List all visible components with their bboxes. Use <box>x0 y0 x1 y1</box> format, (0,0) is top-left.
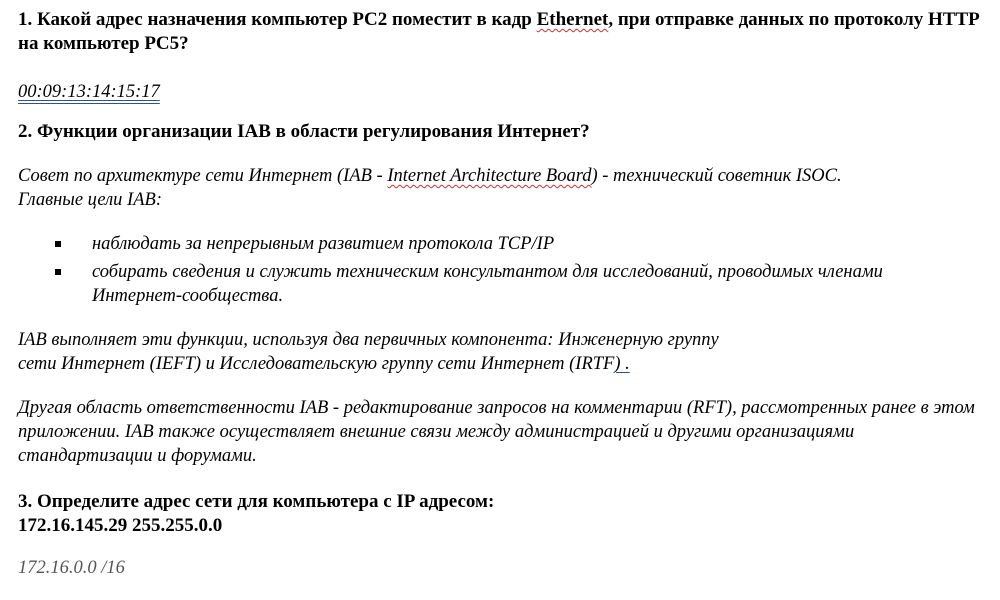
question-1-text-end: , при отправке данных по протоколу HTTP на компьютер PC5? <box>18 9 979 54</box>
list-item <box>55 232 955 256</box>
answer-2-line-2: Главные цели IAB: <box>18 190 162 210</box>
paragraph-iab-line-2: сети Интернет (IEFT) и Исследовательскую группу сети Интернет (IRTF <box>18 354 615 374</box>
goals-list <box>55 232 955 312</box>
paragraph-iab-responsibility: Другая область ответственности IAB - редактирование запросов на комментарии (RFT), рассмотренных ранее в этом приложении. IAB также осуществляет внешние связи между администрацией и другими организациями стандартизации и форумами. <box>18 398 975 466</box>
list-item-text: собирать сведения и служить техническим консультантом для исследований, проводимых членами Интернет-сообщества. <box>92 262 883 306</box>
question-1-text-start: 1. Какой адрес назначения компьютер PC2 поместит в кадр <box>18 9 537 30</box>
list-item <box>55 260 955 308</box>
answer-2-board-name: Internet Architecture Board <box>387 166 592 186</box>
answer-2-text-end: ) - технический советник ISOC. <box>591 166 842 186</box>
list-item-text: наблюдать за непрерывным развитием протокола TCP/IP <box>92 234 555 254</box>
answer-1-mac-address: 00:09:13:14:15:17 <box>18 82 160 102</box>
answer-3: 172.16.0.0 /16 <box>18 558 125 578</box>
answer-2-text-start: Совет по архитектуре сети Интернет (IAB - <box>18 166 388 186</box>
question-2: 2. Функции организации IAB в области регулирования Интернет? <box>18 121 590 142</box>
question-3-line-1: 3. Определите адрес сети для компьютера с IP адресом: <box>18 491 495 512</box>
paragraph-iab-functions <box>18 328 988 376</box>
question-3-ip-address: 172.16.145.29 255.255.0.0 <box>18 515 223 536</box>
question-1 <box>18 8 988 56</box>
square-bullet-icon <box>55 269 61 275</box>
answer-2-intro <box>18 164 988 212</box>
question-3 <box>18 490 988 538</box>
paragraph-iab-link-fragment[interactable]: ) . <box>614 354 630 374</box>
square-bullet-icon <box>55 241 61 247</box>
question-1-ethernet-word: Ethernet <box>536 9 609 30</box>
paragraph-iab-line-1: IAB выполняет эти функции, используя два первичных компонента: Инженерную группу <box>18 330 719 350</box>
answer-1 <box>18 80 988 104</box>
